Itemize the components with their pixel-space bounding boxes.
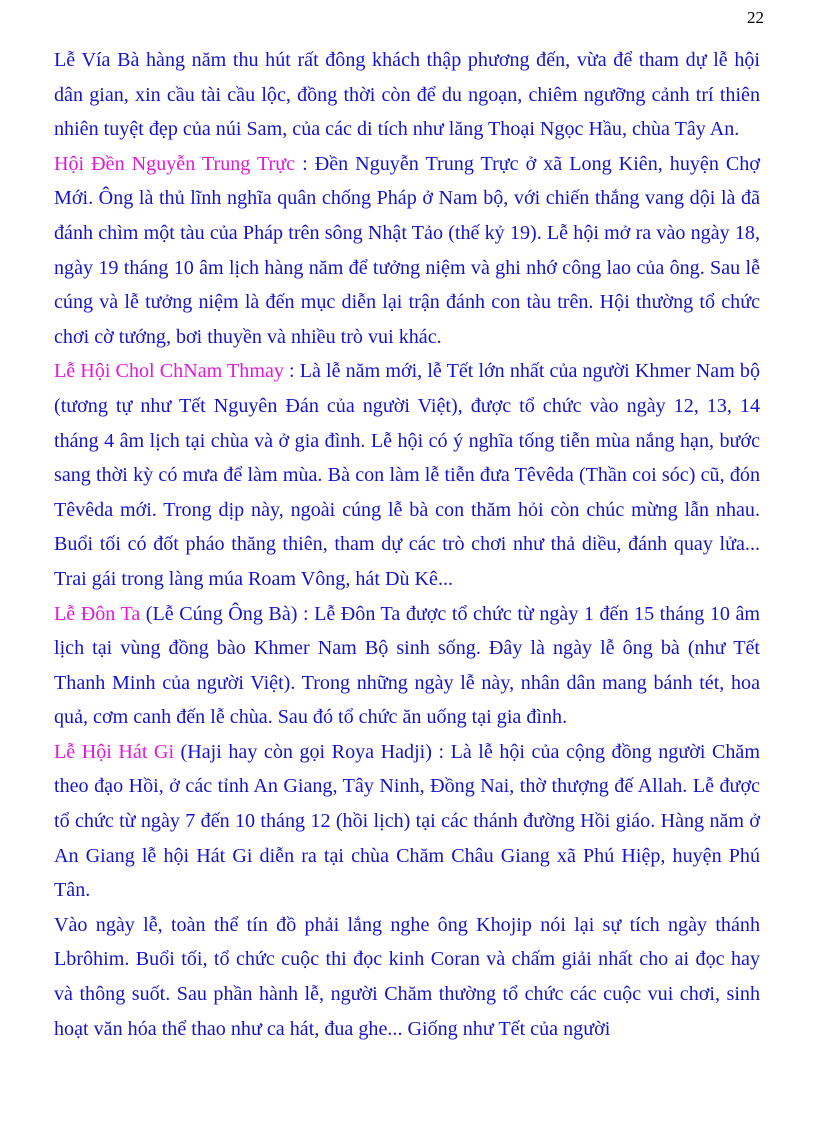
paragraph-text: (Lễ Cúng Ông Bà) : Lễ Đôn Ta được tổ chức từ ngày 1 đến 15 tháng 10 âm lịch tại vùng đồng bào Khmer Nam Bộ sinh sống. Đây là ngày lễ ông bà (như Tết Thanh Minh của người Việt). Trong những ngày lễ này, nhân dân mang bánh tét, hoa quả, cơm canh đến lễ chùa. Sau đó tổ chức ăn uống tại gia đình.	[54, 602, 760, 729]
paragraph-vao-ngay-le	[54, 908, 760, 1046]
section-heading: Hội Đền Nguyễn Trung Trực	[54, 152, 296, 175]
paragraph-le-via-ba	[54, 43, 760, 147]
paragraph-text: Lễ Vía Bà hàng năm thu hút rất đông khách thập phương đến, vừa để tham dự lễ hội dân gian, xin cầu tài cầu lộc, đồng thời còn để du ngoạn, chiêm ngưỡng cảnh trí thiên nhiên tuyệt đẹp của núi Sam, của các di tích như lăng Thoại Ngọc Hầu, chùa Tây An.	[54, 49, 760, 141]
paragraph-text: Vào ngày lễ, toàn thể tín đồ phải lắng nghe ông Khojip nói lại sự tích ngày thánh Lbrôhim. Buổi tối, tổ chức cuộc thi đọc kinh Coran và chấm giải nhất cho ai đọc hay và thông suốt. Sau phần hành lễ, người Chăm thường tổ chức các cuộc vui chơi, sinh hoạt văn hóa thể thao như ca hát, đua ghe... Giống như Tết của người	[54, 913, 760, 1040]
paragraph-le-don-ta	[54, 597, 760, 735]
paragraph-le-hoi-hat-gi	[54, 735, 760, 908]
paragraph-hoi-den-nguyen-trung-truc	[54, 147, 760, 355]
paragraph-text: : Là lễ năm mới, lễ Tết lớn nhất của người Khmer Nam bộ (tương tự như Tết Nguyên Đán của người Việt), được tổ chức vào ngày 12, 13, 14 tháng 4 âm lịch tại chùa và ở gia đình. Lễ hội có ý nghĩa tống tiễn mùa nắng hạn, bước sang thời kỳ có mưa để làm mùa. Bà con làm lễ tiễn đưa Têvêda (Thần coi sóc) cũ, đón Têvêda mới. Trong dịp này, ngoài cúng lễ bà con thăm hỏi còn chúc mừng lẫn nhau. Buổi tối có đốt pháo thăng thiên, tham dự các trò chơi như thả diều, đánh quay lửa... Trai gái trong làng múa Roam Vông, hát Dù Kê...	[54, 360, 760, 590]
page-number: 22	[747, 8, 764, 27]
section-heading: Lễ Đôn Ta	[54, 602, 141, 625]
section-heading: Lễ Hội Chol ChNam Thmay	[54, 360, 284, 383]
section-heading: Lễ Hội Hát Gi	[54, 740, 175, 763]
paragraph-text: : Đền Nguyễn Trung Trực ở xã Long Kiên, huyện Chợ Mới. Ông là thủ lĩnh nghĩa quân chống Pháp ở Nam bộ, với chiến thắng vang dội là đã đánh chìm một tàu của Pháp trên sông Nhật Tảo (thế kỷ 19). Lễ hội mở ra vào ngày 18, ngày 19 tháng 10 âm lịch hàng năm để tưởng niệm và ghi nhớ công lao của ông. Sau lễ cúng và lễ tưởng niệm là đến mục diễn lại trận đánh con tàu trên. Hội thường tổ chức chơi cờ tướng, bơi thuyền và nhiều trò vui khác.	[54, 152, 760, 348]
document-body	[54, 43, 760, 1046]
paragraph-chol-chnam-thmay	[54, 354, 760, 596]
paragraph-text: (Haji hay còn gọi Roya Hadji) : Là lễ hội của cộng đồng người Chăm theo đạo Hồi, ở các tỉnh An Giang, Tây Ninh, Đồng Nai, thờ thượng đế Allah. Lễ được tổ chức từ ngày 7 đến 10 tháng 12 (hồi lịch) tại các thánh đường Hồi giáo. Hàng năm ở An Giang lễ hội Hát Gi diễn ra tại chùa Chăm Châu Giang xã Phú Hiệp, huyện Phú Tân.	[54, 740, 760, 902]
